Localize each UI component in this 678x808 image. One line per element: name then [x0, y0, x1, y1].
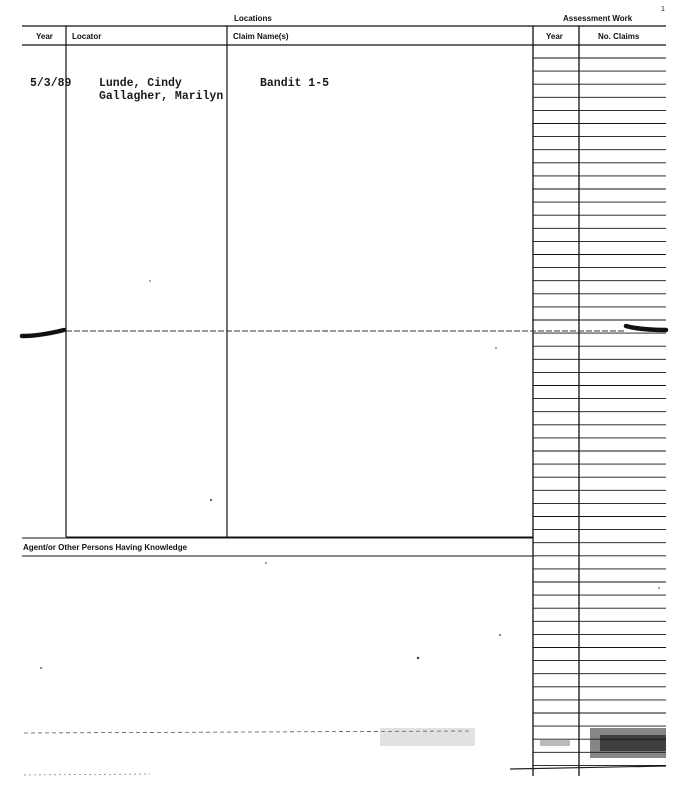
agent-section-label: Agent/or Other Persons Having Knowledge: [23, 543, 188, 552]
col-header-year: Year: [36, 32, 53, 41]
entry-year: 5/3/89: [30, 77, 72, 90]
col-header-no-claims: No. Claims: [598, 32, 640, 41]
col-header-assess-year: Year: [546, 32, 563, 41]
right-pen-mark: [626, 326, 666, 330]
col-header-claim-names: Claim Name(s): [233, 32, 289, 41]
assessment-ruled-rows: [533, 58, 666, 765]
col-header-locator: Locator: [72, 32, 102, 41]
entry-claim-names: Bandit 1-5: [260, 77, 330, 90]
bottom-dashed-artifact-2: [24, 774, 150, 775]
assessment-work-title: Assessment Work: [563, 14, 633, 23]
entry-locator-1: Lunde, Cindy: [99, 77, 182, 90]
scan-noise: [40, 280, 666, 758]
page-number: 1: [661, 6, 665, 13]
locations-title: Locations: [234, 14, 272, 23]
entry-locator-2: Gallagher, Marilyn: [99, 90, 224, 103]
left-pen-mark: [22, 330, 64, 336]
